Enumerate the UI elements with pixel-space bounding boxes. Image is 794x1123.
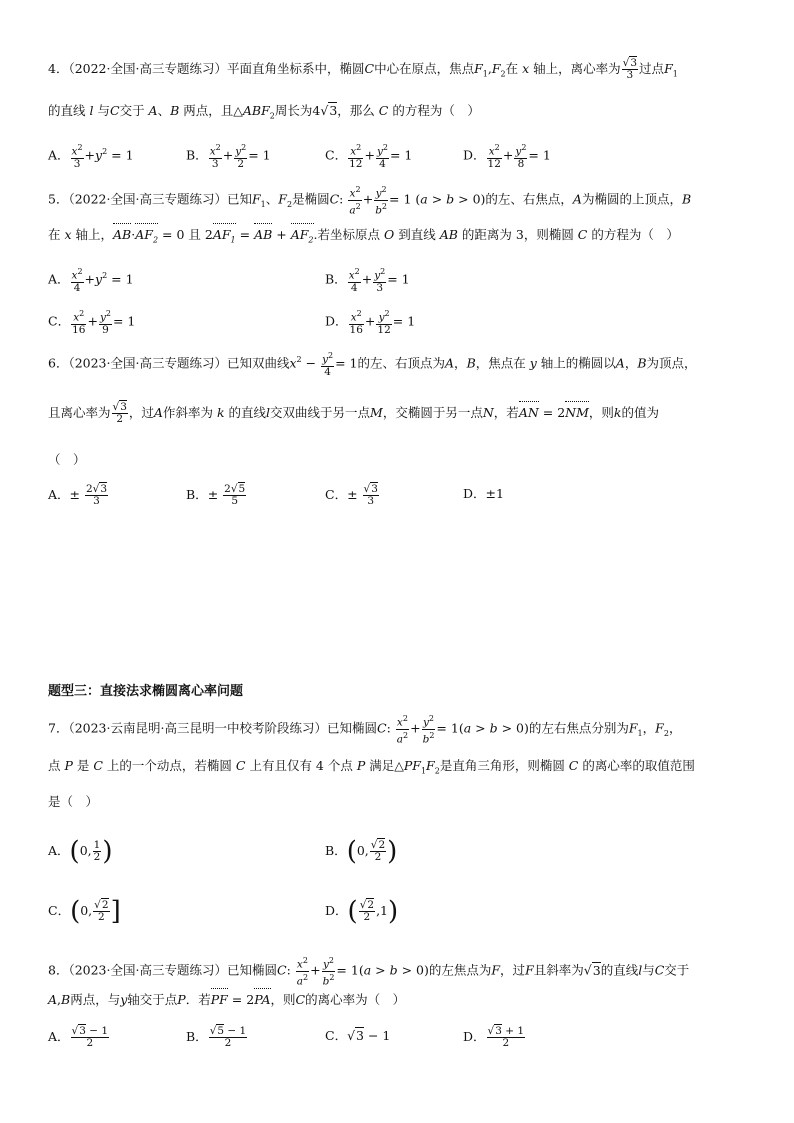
q4-line-2: 的直线 l 与C交于 A、B 两点，且$\triangle ABF_2$周长为4√3，那么 C 的方程为（ ） — [48, 103, 480, 121]
q8-option-c[interactable]: C．√3 − 1 — [325, 1028, 391, 1043]
q6-option-d[interactable]: D．±1 — [463, 486, 504, 501]
q7-option-c[interactable]: C．(0, $\frac{√2}{2}$ ] — [48, 896, 121, 927]
q8-option-b[interactable]: B． $\frac{√5 - 1}{2}$ — [186, 1025, 247, 1049]
q7-line-3: 是（ ） — [48, 794, 99, 809]
q7-line-2: 点 P 是 C 上的一个动点，若椭圆 C 上有且仅有 4 个点 P 满足$\triangle PF_1F_2$是直角三角形，则椭圆 C 的离心率的取值范围 — [48, 758, 695, 776]
q5-line-2: 在 x 轴上，$AB\cdot AF_2 = 0$ 且 $2AF_1$ = AB + $AF_2$.若坐标原点 O 到直线 AB 的距离为 3，则椭圆 C 的方程为（ ） — [48, 225, 679, 251]
q5-option-d[interactable]: D． $\frac{x^2}{16}$ + $\frac{y^2}{12}$ = 1 — [325, 309, 416, 336]
q6-option-c[interactable]: C．± $\frac{√3}{3}$ — [325, 483, 378, 507]
q6-option-b[interactable]: B．± $\frac{2√5}{5}$ — [186, 483, 246, 507]
q8-option-d[interactable]: D． $\frac{√3 + 1}{2}$ — [463, 1025, 525, 1049]
q6-option-a[interactable]: A．± $\frac{2√3}{3}$ — [48, 483, 108, 507]
q5-line-1: 5．（2022·全国·高三专题练习）已知$F_1$、$F_2$是椭圆C: $\frac{x^2}{a^2}$ + $\frac{y^2}{b^2}$ = 1 (a > b > 0)的左、右焦点，A为椭圆的上顶点，B — [48, 185, 692, 216]
q5-option-a[interactable]: A． $\frac{x^2}{4}$ $+y^2 = 1$ — [48, 267, 134, 294]
q4-option-a[interactable]: A． $\frac{x^2}{3}$ $+y^2 = 1$ — [48, 143, 134, 170]
q8-line-1: 8．（2023·全国·高三专题练习）已知椭圆C: $\frac{x^2}{a^2}$ + $\frac{y^2}{b^2}$ = 1(a > b > 0)的左焦点为F，过F且斜率为√3的直线l与C交于 — [48, 956, 690, 987]
q7-option-d[interactable]: D．( $\frac{√2}{2}$ ,1) — [325, 896, 399, 927]
q6-line-3: （ ） — [48, 452, 86, 467]
q7-option-b[interactable]: B．(0, $\frac{√2}{2}$ ) — [325, 836, 398, 867]
q6-line-2: 且离心率为 $\frac{√3}{2}$ ，过A作斜率为 k 的直线l交双曲线于另一点M，交椭圆于另一点N，若AN = 2NM，则k的值为 — [48, 401, 660, 425]
q4-line-1: 4．（2022·全国·高三专题练习）平面直角坐标系中，椭圆C中心在原点，焦点$F_1,F_2$在 x 轴上，离心率为 $\frac{√3}{3}$ 过点$F_1$ — [48, 57, 678, 81]
q5-option-b[interactable]: B． $\frac{x^2}{4}$ + $\frac{y^2}{3}$ = 1 — [325, 267, 410, 294]
q4-option-b[interactable]: B． $\frac{x^2}{3}$ + $\frac{y^2}{2}$ = 1 — [186, 143, 271, 170]
q7-line-1: 7．（2023·云南昆明·高三昆明一中校考阶段练习）已知椭圆C: $\frac{x^2}{a^2}$ + $\frac{y^2}{b^2}$ = 1(a > b > 0)的左右焦点分别为$F_1$，$F_2$， — [48, 714, 682, 745]
q5-option-c[interactable]: C． $\frac{x^2}{16}$ + $\frac{y^2}{9}$ = 1 — [48, 309, 136, 336]
q8-line-2: A,B两点，与y轴交于点P．若PF = 2PA，则C的离心率为（ ） — [48, 990, 405, 1010]
q4-option-d[interactable]: D． $\frac{x^2}{12}$ + $\frac{y^2}{8}$ = 1 — [463, 143, 551, 170]
q4-option-c[interactable]: C． $\frac{x^2}{12}$ + $\frac{y^2}{4}$ = 1 — [325, 143, 413, 170]
q6-line-1: 6．（2023·全国·高三专题练习）已知双曲线$x^2$ − $\frac{y^2}{4}$ = 1的左、右顶点为A，B，焦点在 y 轴上的椭圆以A，B为顶点， — [48, 351, 697, 378]
q8-option-a[interactable]: A． $\frac{√3 - 1}{2}$ — [48, 1025, 109, 1049]
section-title: 题型三：直接法求椭圆离心率问题 — [48, 684, 244, 699]
q7-option-a[interactable]: A．(0, $\frac{1}{2}$ ) — [48, 836, 113, 867]
